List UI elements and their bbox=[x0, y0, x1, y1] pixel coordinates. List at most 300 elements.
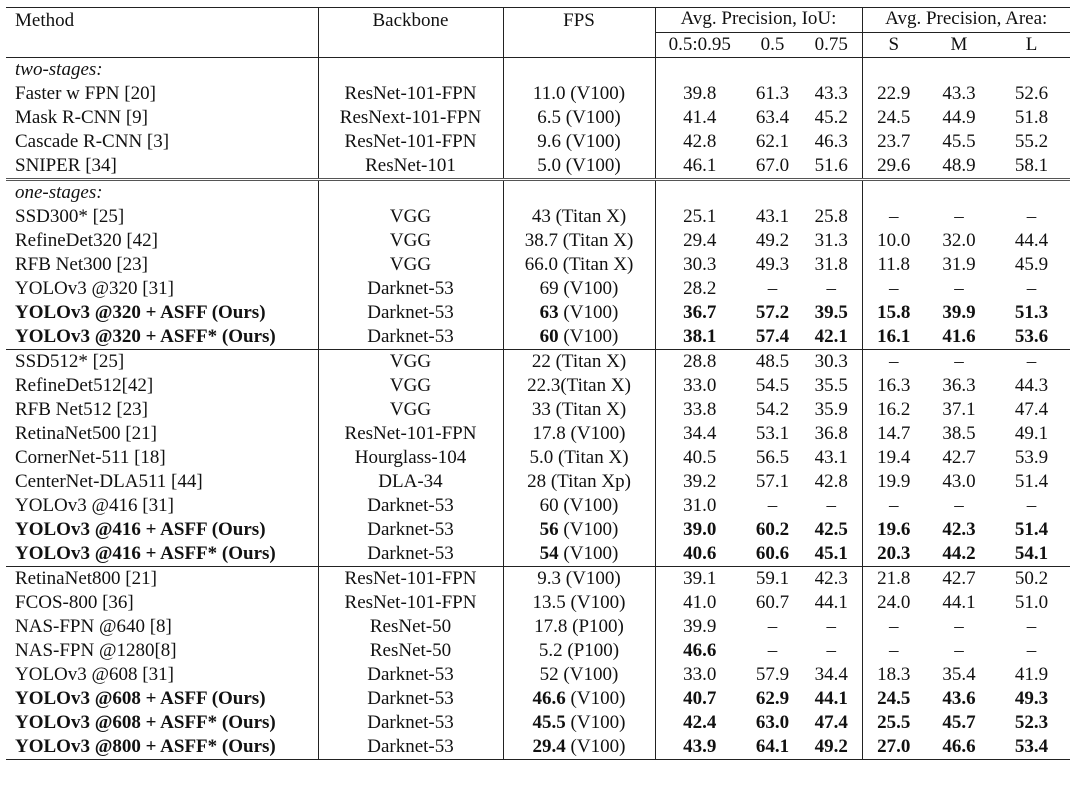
method-cell: YOLOv3 @320 [31] bbox=[6, 277, 318, 301]
metric-ap50-cell: 43.1 bbox=[755, 206, 790, 227]
fps-value: 29.4 bbox=[532, 736, 566, 757]
metric-ap-cell: 39.2 bbox=[683, 471, 717, 492]
header-area-col: L bbox=[1025, 34, 1038, 55]
metric-ap75-cell: – bbox=[801, 277, 862, 301]
metric-ap50-cell: 60.7 bbox=[755, 592, 790, 613]
metric-ap-cell: 36.7 bbox=[683, 302, 717, 323]
metric-ap50-cell: – bbox=[767, 278, 778, 299]
metric-ap50-cell: 61.3 bbox=[755, 83, 790, 104]
empty-cell bbox=[655, 180, 744, 206]
backbone-cell: Darknet-53 bbox=[318, 325, 503, 350]
table-row-ours bbox=[6, 542, 1070, 567]
table-row-ours bbox=[6, 301, 1070, 325]
metric-m-cell: 42.3 bbox=[942, 519, 976, 540]
table-row bbox=[6, 615, 1070, 639]
metric-ap-cell: 28.2 bbox=[683, 278, 717, 299]
header-row-1 bbox=[6, 8, 1070, 33]
table-row bbox=[6, 130, 1070, 154]
fps-cell: 9.6 (V100) bbox=[503, 130, 655, 154]
metric-l-cell: 58.1 bbox=[1014, 155, 1049, 176]
metric-l-cell: 51.8 bbox=[1014, 107, 1049, 128]
fps-cell: 5.2 (P100) bbox=[503, 639, 655, 663]
metric-m-cell: 44.9 bbox=[942, 107, 976, 128]
fps-cell: 5.0 (V100) bbox=[503, 154, 655, 180]
metric-m-cell: 48.9 bbox=[942, 155, 976, 176]
metric-ap-cell: 40.7 bbox=[683, 688, 717, 709]
empty-cell bbox=[655, 58, 744, 83]
fps-cell: 17.8 (V100) bbox=[503, 422, 655, 446]
metric-l-cell: 53.6 bbox=[1014, 326, 1049, 347]
metric-s-cell: – bbox=[889, 278, 899, 299]
metric-ap50-cell: 53.1 bbox=[755, 423, 790, 444]
empty-cell bbox=[993, 58, 1070, 83]
metric-ap-cell: 41.0 bbox=[683, 592, 717, 613]
metric-ap75-cell: 42.8 bbox=[801, 470, 862, 494]
metric-l-cell: 44.3 bbox=[1014, 375, 1049, 396]
metric-m-cell: – bbox=[954, 206, 964, 227]
metric-ap75-cell: – bbox=[801, 615, 862, 639]
header-backbone: Backbone bbox=[318, 8, 503, 58]
backbone-cell: Darknet-53 bbox=[318, 301, 503, 325]
empty-cell bbox=[993, 180, 1070, 206]
metric-ap75-cell: 42.1 bbox=[801, 325, 862, 350]
metric-l-cell: 47.4 bbox=[1014, 399, 1049, 420]
metric-ap75-cell: 46.3 bbox=[801, 130, 862, 154]
fps-cell: 22.3(Titan X) bbox=[503, 374, 655, 398]
metric-s-cell: 16.2 bbox=[877, 399, 911, 420]
fps-cell: 11.0 (V100) bbox=[503, 82, 655, 106]
method-cell: YOLOv3 @608 + ASFF* (Ours) bbox=[6, 711, 318, 735]
fps-device: (V100) bbox=[565, 736, 626, 757]
metric-ap75-cell: 35.9 bbox=[801, 398, 862, 422]
table-row-ours bbox=[6, 735, 1070, 760]
metric-ap50-cell: 49.2 bbox=[755, 230, 790, 251]
table-row-ours bbox=[6, 711, 1070, 735]
empty-cell bbox=[744, 58, 801, 83]
metric-m-cell: 43.6 bbox=[942, 688, 976, 709]
method-cell: CenterNet-DLA511 [44] bbox=[6, 470, 318, 494]
backbone-cell: ResNet-50 bbox=[318, 639, 503, 663]
metric-ap50-cell: 60.2 bbox=[755, 519, 790, 540]
metric-s-cell: 19.4 bbox=[877, 447, 911, 468]
metric-ap-cell: 39.0 bbox=[683, 519, 717, 540]
metric-s-cell: 16.3 bbox=[877, 375, 911, 396]
method-cell: SSD300* [25] bbox=[6, 205, 318, 229]
fps-cell: 6.5 (V100) bbox=[503, 106, 655, 130]
fps-cell: 43 (Titan X) bbox=[503, 205, 655, 229]
fps-cell: 69 (V100) bbox=[503, 277, 655, 301]
metric-s-cell: – bbox=[862, 350, 925, 375]
table-row bbox=[6, 277, 1070, 301]
metric-ap-cell: 39.8 bbox=[683, 83, 717, 104]
table-row bbox=[6, 422, 1070, 446]
table-row bbox=[6, 446, 1070, 470]
metric-l-cell: – bbox=[1026, 206, 1037, 227]
metric-l-cell: 49.3 bbox=[1014, 688, 1049, 709]
table-row bbox=[6, 205, 1070, 229]
metric-l-cell: 50.2 bbox=[993, 567, 1070, 592]
metric-s-cell: 27.0 bbox=[862, 735, 925, 760]
table-row bbox=[6, 398, 1070, 422]
backbone-cell: ResNet-101-FPN bbox=[318, 591, 503, 615]
metric-ap-cell: 33.8 bbox=[683, 399, 717, 420]
metric-l-cell: 41.9 bbox=[1014, 664, 1049, 685]
header-iou-col: 0.75 bbox=[801, 33, 862, 58]
method-cell: CornerNet-511 [18] bbox=[6, 446, 318, 470]
method-cell: YOLOv3 @416 + ASFF* (Ours) bbox=[6, 542, 318, 567]
empty-cell bbox=[862, 180, 925, 206]
header-iou-col: 0.5:0.95 bbox=[668, 34, 731, 55]
metric-ap50-cell: 57.1 bbox=[755, 471, 790, 492]
method-cell: RetinaNet800 [21] bbox=[6, 567, 318, 592]
metric-ap-cell: 28.8 bbox=[655, 350, 744, 375]
backbone-cell: Darknet-53 bbox=[318, 518, 503, 542]
table-body bbox=[6, 58, 1070, 760]
fps-device: (V100) bbox=[558, 302, 619, 323]
metric-ap75-cell: 42.3 bbox=[801, 567, 862, 592]
fps-cell: 17.8 (P100) bbox=[503, 615, 655, 639]
metric-s-cell: 10.0 bbox=[877, 230, 911, 251]
table-row bbox=[6, 470, 1070, 494]
empty-cell bbox=[318, 180, 503, 206]
metric-l-cell: – bbox=[1026, 640, 1037, 661]
metric-ap-cell: 43.9 bbox=[655, 735, 744, 760]
metric-ap75-cell: 51.6 bbox=[801, 154, 862, 180]
fps-cell: 13.5 (V100) bbox=[503, 591, 655, 615]
metric-l-cell: 51.3 bbox=[1014, 302, 1049, 323]
table-row bbox=[6, 494, 1070, 518]
header-area-col: M bbox=[950, 34, 968, 55]
header-iou-col: 0.5 bbox=[760, 34, 785, 55]
backbone-cell: ResNet-101-FPN bbox=[318, 130, 503, 154]
table-row bbox=[6, 663, 1070, 687]
metric-s-cell: – bbox=[889, 495, 899, 516]
section-label: two-stages: bbox=[6, 58, 318, 83]
metric-ap50-cell: – bbox=[767, 640, 778, 661]
method-cell: Mask R-CNN [9] bbox=[6, 106, 318, 130]
method-cell: YOLOv3 @608 + ASFF (Ours) bbox=[6, 687, 318, 711]
method-cell: RetinaNet500 [21] bbox=[6, 422, 318, 446]
empty-cell bbox=[503, 180, 655, 206]
backbone-cell: Hourglass-104 bbox=[318, 446, 503, 470]
metric-ap50-cell: 54.2 bbox=[755, 399, 790, 420]
metric-ap50-cell: 57.4 bbox=[755, 326, 790, 347]
metric-ap50-cell: 56.5 bbox=[755, 447, 790, 468]
metric-l-cell: 54.1 bbox=[1014, 543, 1049, 564]
fps-cell bbox=[503, 687, 655, 711]
backbone-cell: Darknet-53 bbox=[318, 687, 503, 711]
header-fps: FPS bbox=[503, 8, 655, 58]
empty-cell bbox=[801, 180, 862, 206]
metric-m-cell: 35.4 bbox=[942, 664, 976, 685]
metric-l-cell: – bbox=[1026, 495, 1037, 516]
metric-ap75-cell: 31.3 bbox=[801, 229, 862, 253]
metric-l-cell: – bbox=[993, 350, 1070, 375]
metric-s-cell: 19.6 bbox=[877, 519, 911, 540]
metric-s-cell: 24.0 bbox=[877, 592, 911, 613]
metric-ap-cell: 25.1 bbox=[683, 206, 717, 227]
method-cell: YOLOv3 @320 + ASFF* (Ours) bbox=[6, 325, 318, 350]
backbone-cell: Darknet-53 bbox=[318, 663, 503, 687]
metric-m-cell: 37.1 bbox=[942, 399, 976, 420]
metric-l-cell: 44.4 bbox=[1014, 230, 1049, 251]
metric-l-cell: 51.4 bbox=[1014, 519, 1049, 540]
method-cell: YOLOv3 @608 [31] bbox=[6, 663, 318, 687]
backbone-cell: DLA-34 bbox=[318, 470, 503, 494]
method-cell: RefineDet512[42] bbox=[6, 374, 318, 398]
section-label-row bbox=[6, 180, 1070, 206]
metric-ap50-cell: 62.1 bbox=[755, 131, 790, 152]
metric-s-cell: 25.5 bbox=[877, 712, 911, 733]
method-cell: SNIPER [34] bbox=[6, 154, 318, 180]
backbone-cell: ResNext-101-FPN bbox=[318, 106, 503, 130]
backbone-cell: VGG bbox=[318, 229, 503, 253]
fps-device: (V100) bbox=[565, 688, 626, 709]
metric-m-cell: – bbox=[954, 278, 964, 299]
table-row bbox=[6, 229, 1070, 253]
metric-s-cell: 16.1 bbox=[877, 326, 911, 347]
metric-ap50-cell: 57.9 bbox=[755, 664, 790, 685]
metric-l-cell: 51.4 bbox=[1014, 471, 1049, 492]
metric-ap75-cell: 39.5 bbox=[801, 301, 862, 325]
metric-s-cell: 24.5 bbox=[877, 688, 911, 709]
backbone-cell: Darknet-53 bbox=[318, 494, 503, 518]
metric-ap75-cell: – bbox=[801, 639, 862, 663]
backbone-cell: VGG bbox=[318, 253, 503, 277]
method-cell: RFB Net512 [23] bbox=[6, 398, 318, 422]
metric-ap75-cell: 35.5 bbox=[801, 374, 862, 398]
metric-ap50-cell: 59.1 bbox=[744, 567, 801, 592]
metric-ap50-cell: – bbox=[767, 616, 778, 637]
fps-cell bbox=[503, 518, 655, 542]
metric-l-cell: 53.9 bbox=[1014, 447, 1049, 468]
metric-ap50-cell: 48.5 bbox=[744, 350, 801, 375]
metric-l-cell: 49.1 bbox=[1014, 423, 1049, 444]
backbone-cell: VGG bbox=[318, 398, 503, 422]
empty-cell bbox=[318, 58, 503, 83]
backbone-cell: Darknet-53 bbox=[318, 542, 503, 567]
fps-value: 63 bbox=[539, 302, 559, 323]
backbone-cell: ResNet-101-FPN bbox=[318, 567, 503, 592]
fps-device: (V100) bbox=[565, 712, 626, 733]
header-area-col: S bbox=[888, 34, 900, 55]
fps-device: (V100) bbox=[558, 326, 619, 347]
metric-ap75-cell: 36.8 bbox=[801, 422, 862, 446]
empty-cell bbox=[925, 58, 993, 83]
metric-ap75-cell: 44.1 bbox=[801, 591, 862, 615]
metric-ap-cell: 40.5 bbox=[683, 447, 717, 468]
table-row-ours bbox=[6, 325, 1070, 350]
section-label: one-stages: bbox=[6, 180, 318, 206]
metric-m-cell: 42.7 bbox=[925, 567, 993, 592]
detection-results-table bbox=[6, 7, 1070, 760]
metric-ap75-cell: 44.1 bbox=[801, 687, 862, 711]
header-ap-area: Avg. Precision, Area: bbox=[862, 8, 1070, 33]
metric-s-cell: 21.8 bbox=[862, 567, 925, 592]
metric-s-cell: 19.9 bbox=[877, 471, 911, 492]
metric-ap-cell: 30.3 bbox=[683, 254, 717, 275]
metric-ap75-cell: 49.2 bbox=[801, 735, 862, 760]
metric-ap75-cell: 25.8 bbox=[801, 205, 862, 229]
method-cell: Cascade R-CNN [3] bbox=[6, 130, 318, 154]
metric-s-cell: – bbox=[889, 640, 899, 661]
metric-s-cell: 29.6 bbox=[877, 155, 911, 176]
metric-ap50-cell: 63.0 bbox=[755, 712, 790, 733]
metric-ap50-cell: – bbox=[767, 495, 778, 516]
fps-cell bbox=[503, 711, 655, 735]
method-cell: FCOS-800 [36] bbox=[6, 591, 318, 615]
metric-ap75-cell: – bbox=[801, 494, 862, 518]
metric-m-cell: 38.5 bbox=[942, 423, 976, 444]
metric-m-cell: 45.5 bbox=[942, 131, 976, 152]
fps-cell bbox=[503, 325, 655, 350]
fps-value: 54 bbox=[539, 543, 559, 564]
backbone-cell: VGG bbox=[318, 374, 503, 398]
metric-s-cell: 22.9 bbox=[877, 83, 911, 104]
fps-cell: 38.7 (Titan X) bbox=[503, 229, 655, 253]
metric-m-cell: 36.3 bbox=[942, 375, 976, 396]
table-row bbox=[6, 106, 1070, 130]
fps-value: 60 bbox=[539, 326, 559, 347]
metric-s-cell: 14.7 bbox=[877, 423, 911, 444]
fps-cell: 5.0 (Titan X) bbox=[503, 446, 655, 470]
metric-ap-cell: 46.6 bbox=[683, 640, 717, 661]
metric-m-cell: 41.6 bbox=[942, 326, 976, 347]
table-row-ours bbox=[6, 518, 1070, 542]
metric-m-cell: – bbox=[954, 640, 964, 661]
metric-ap75-cell: 45.1 bbox=[801, 542, 862, 567]
metric-m-cell: 44.2 bbox=[942, 543, 976, 564]
fps-device: (V100) bbox=[558, 519, 619, 540]
method-cell: NAS-FPN @1280[8] bbox=[6, 639, 318, 663]
metric-l-cell: 52.6 bbox=[1014, 83, 1049, 104]
metric-ap50-cell: 63.4 bbox=[755, 107, 790, 128]
metric-ap-cell: 33.0 bbox=[683, 664, 717, 685]
metric-ap-cell: 31.0 bbox=[683, 495, 717, 516]
fps-cell: 22 (Titan X) bbox=[503, 350, 655, 375]
metric-m-cell: 46.6 bbox=[925, 735, 993, 760]
metric-ap-cell: 42.4 bbox=[683, 712, 717, 733]
fps-cell bbox=[503, 542, 655, 567]
metric-ap75-cell: 34.4 bbox=[801, 663, 862, 687]
metric-ap-cell: 41.4 bbox=[683, 107, 717, 128]
metric-ap75-cell: 43.3 bbox=[801, 82, 862, 106]
metric-ap50-cell: 62.9 bbox=[755, 688, 790, 709]
metric-ap50-cell: 57.2 bbox=[755, 302, 790, 323]
fps-cell bbox=[503, 301, 655, 325]
table-row-ours bbox=[6, 687, 1070, 711]
backbone-cell: ResNet-50 bbox=[318, 615, 503, 639]
empty-cell bbox=[503, 58, 655, 83]
metric-l-cell: 55.2 bbox=[1014, 131, 1049, 152]
metric-m-cell: 39.9 bbox=[942, 302, 976, 323]
metric-ap-cell: 29.4 bbox=[683, 230, 717, 251]
method-cell: RefineDet320 [42] bbox=[6, 229, 318, 253]
metric-s-cell: 23.7 bbox=[877, 131, 911, 152]
table-row bbox=[6, 82, 1070, 106]
backbone-cell: VGG bbox=[318, 350, 503, 375]
backbone-cell: ResNet-101-FPN bbox=[318, 422, 503, 446]
backbone-cell: Darknet-53 bbox=[318, 711, 503, 735]
metric-s-cell: – bbox=[889, 206, 899, 227]
backbone-cell: ResNet-101 bbox=[318, 154, 503, 180]
metric-l-cell: 53.4 bbox=[993, 735, 1070, 760]
metric-ap50-cell: 64.1 bbox=[744, 735, 801, 760]
metric-m-cell: 44.1 bbox=[942, 592, 976, 613]
empty-cell bbox=[925, 180, 993, 206]
metric-l-cell: – bbox=[1026, 616, 1037, 637]
fps-cell bbox=[503, 735, 655, 760]
metric-l-cell: – bbox=[1026, 278, 1037, 299]
fps-cell: 52 (V100) bbox=[503, 663, 655, 687]
metric-m-cell: 32.0 bbox=[942, 230, 976, 251]
metric-s-cell: 15.8 bbox=[877, 302, 911, 323]
metric-s-cell: 11.8 bbox=[877, 254, 911, 275]
metric-s-cell: 24.5 bbox=[877, 107, 911, 128]
fps-device: (V100) bbox=[558, 543, 619, 564]
method-cell: YOLOv3 @800 + ASFF* (Ours) bbox=[6, 735, 318, 760]
metric-m-cell: 43.3 bbox=[942, 83, 976, 104]
metric-ap-cell: 39.1 bbox=[655, 567, 744, 592]
table-row bbox=[6, 567, 1070, 592]
metric-l-cell: 52.3 bbox=[1014, 712, 1049, 733]
metric-ap75-cell: 30.3 bbox=[801, 350, 862, 375]
table-row bbox=[6, 154, 1070, 180]
backbone-cell: ResNet-101-FPN bbox=[318, 82, 503, 106]
metric-m-cell: 45.7 bbox=[942, 712, 976, 733]
metric-ap-cell: 46.1 bbox=[683, 155, 717, 176]
metric-s-cell: 18.3 bbox=[877, 664, 911, 685]
fps-cell: 9.3 (V100) bbox=[503, 567, 655, 592]
metric-l-cell: 51.0 bbox=[1014, 592, 1049, 613]
table-row bbox=[6, 639, 1070, 663]
metric-m-cell: – bbox=[925, 350, 993, 375]
backbone-cell: Darknet-53 bbox=[318, 277, 503, 301]
backbone-cell: VGG bbox=[318, 205, 503, 229]
fps-cell: 33 (Titan X) bbox=[503, 398, 655, 422]
method-cell: NAS-FPN @640 [8] bbox=[6, 615, 318, 639]
metric-m-cell: – bbox=[954, 495, 964, 516]
metric-ap75-cell: 47.4 bbox=[801, 711, 862, 735]
table-row bbox=[6, 253, 1070, 277]
metric-ap50-cell: 60.6 bbox=[755, 543, 790, 564]
table-row bbox=[6, 591, 1070, 615]
method-cell: RFB Net300 [23] bbox=[6, 253, 318, 277]
metric-m-cell: – bbox=[954, 616, 964, 637]
method-cell: YOLOv3 @416 + ASFF (Ours) bbox=[6, 518, 318, 542]
fps-cell: 60 (V100) bbox=[503, 494, 655, 518]
metric-ap50-cell: 54.5 bbox=[755, 375, 790, 396]
metric-m-cell: 31.9 bbox=[942, 254, 976, 275]
metric-m-cell: 42.7 bbox=[942, 447, 976, 468]
metric-ap-cell: 33.0 bbox=[683, 375, 717, 396]
metric-ap75-cell: 31.8 bbox=[801, 253, 862, 277]
fps-value: 45.5 bbox=[532, 712, 566, 733]
fps-value: 46.6 bbox=[532, 688, 566, 709]
metric-l-cell: 45.9 bbox=[1014, 254, 1049, 275]
metric-ap-cell: 42.8 bbox=[683, 131, 717, 152]
fps-cell: 28 (Titan Xp) bbox=[503, 470, 655, 494]
metric-ap75-cell: 43.1 bbox=[801, 446, 862, 470]
fps-cell: 66.0 (Titan X) bbox=[503, 253, 655, 277]
empty-cell bbox=[744, 180, 801, 206]
method-cell: SSD512* [25] bbox=[6, 350, 318, 375]
metric-ap75-cell: 42.5 bbox=[801, 518, 862, 542]
metric-ap50-cell: 49.3 bbox=[755, 254, 790, 275]
section-label-row bbox=[6, 58, 1070, 83]
table-row bbox=[6, 374, 1070, 398]
fps-value: 56 bbox=[539, 519, 559, 540]
